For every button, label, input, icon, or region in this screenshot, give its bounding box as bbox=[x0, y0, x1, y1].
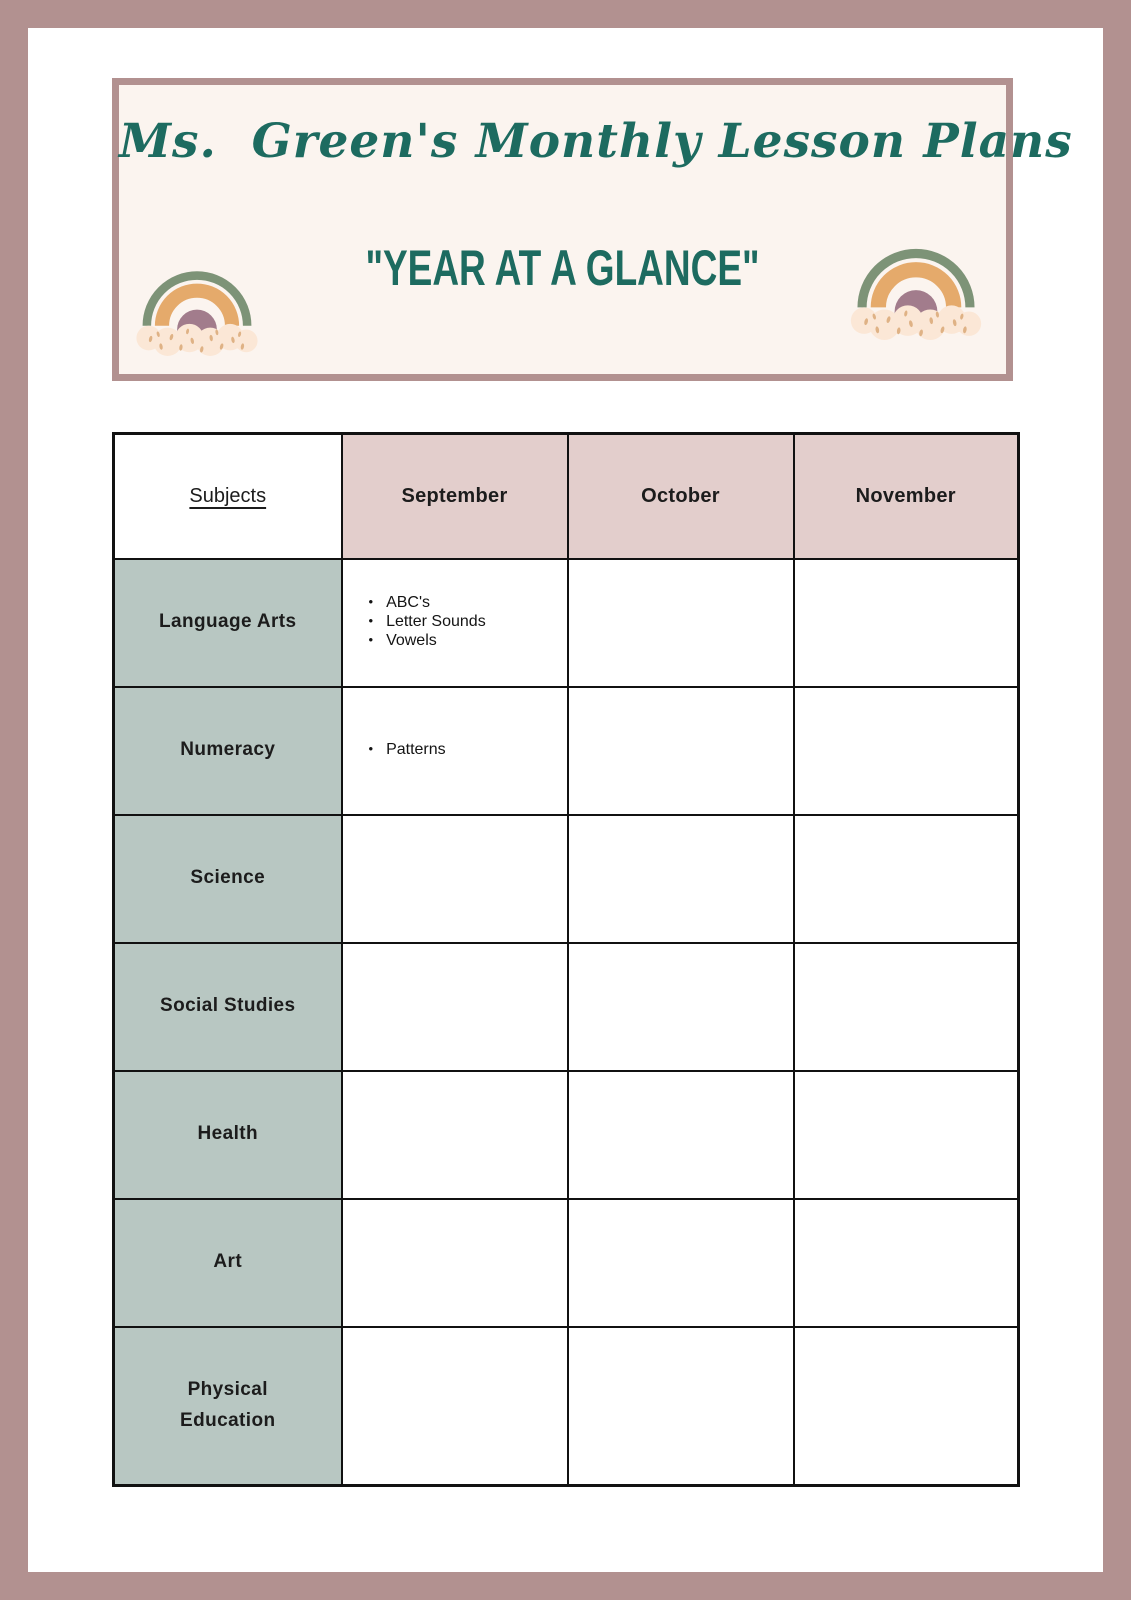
month-cell bbox=[568, 1327, 794, 1486]
subject-cell: Language Arts bbox=[114, 559, 342, 687]
table-row-science bbox=[114, 815, 1019, 943]
subjects-label: Subjects bbox=[189, 484, 267, 507]
month-cell bbox=[568, 687, 794, 815]
subject-cell: Science bbox=[114, 815, 342, 943]
month-cell bbox=[794, 815, 1019, 943]
header-banner bbox=[112, 78, 1073, 381]
month-cell bbox=[342, 943, 568, 1071]
table-row-numeracy bbox=[114, 687, 1019, 815]
lesson-plan-table bbox=[112, 432, 1020, 1487]
table-header-row bbox=[114, 434, 1019, 559]
month-cell bbox=[568, 1071, 794, 1199]
month-cell bbox=[342, 1071, 568, 1199]
bullet-item: • Letter Sounds bbox=[365, 613, 561, 632]
bullet-item: • ABC's bbox=[365, 594, 561, 613]
month-cell bbox=[794, 559, 1019, 687]
table-row-social-studies bbox=[114, 943, 1019, 1071]
subject-cell: Social Studies bbox=[114, 943, 342, 1071]
column-header-september: September bbox=[342, 434, 568, 559]
bullet-list bbox=[365, 741, 561, 760]
month-cell bbox=[342, 559, 568, 687]
month-cell bbox=[342, 1327, 568, 1486]
column-header-subjects bbox=[114, 434, 342, 559]
page-subtitle: "YEAR AT A GLANCE" bbox=[365, 240, 760, 296]
page-title: Ms. Green's Monthly Lesson Plans bbox=[119, 114, 1073, 169]
month-cell bbox=[342, 1199, 568, 1327]
column-header-october: October bbox=[568, 434, 794, 559]
rainbow-cloud-icon bbox=[849, 226, 983, 340]
column-header-november: November bbox=[794, 434, 1019, 559]
month-cell bbox=[342, 687, 568, 815]
table-row-art bbox=[114, 1199, 1019, 1327]
month-cell bbox=[794, 1071, 1019, 1199]
subject-cell: Physical Education bbox=[114, 1327, 342, 1486]
rainbow-cloud-icon bbox=[135, 250, 259, 356]
subject-cell: Health bbox=[114, 1071, 342, 1199]
month-cell bbox=[568, 559, 794, 687]
table-row-language-arts bbox=[114, 559, 1019, 687]
month-cell bbox=[568, 1199, 794, 1327]
month-cell bbox=[794, 1199, 1019, 1327]
month-cell bbox=[568, 943, 794, 1071]
subject-cell: Numeracy bbox=[114, 687, 342, 815]
bullet-list bbox=[365, 594, 561, 651]
bullet-item: • Vowels bbox=[365, 632, 561, 651]
table-row-physical-education bbox=[114, 1327, 1019, 1486]
bullet-item: • Patterns bbox=[365, 741, 561, 760]
month-cell bbox=[794, 687, 1019, 815]
table-row-health bbox=[114, 1071, 1019, 1199]
subject-cell: Art bbox=[114, 1199, 342, 1327]
month-cell bbox=[568, 815, 794, 943]
month-cell bbox=[794, 943, 1019, 1071]
month-cell bbox=[342, 815, 568, 943]
month-cell bbox=[794, 1327, 1019, 1486]
